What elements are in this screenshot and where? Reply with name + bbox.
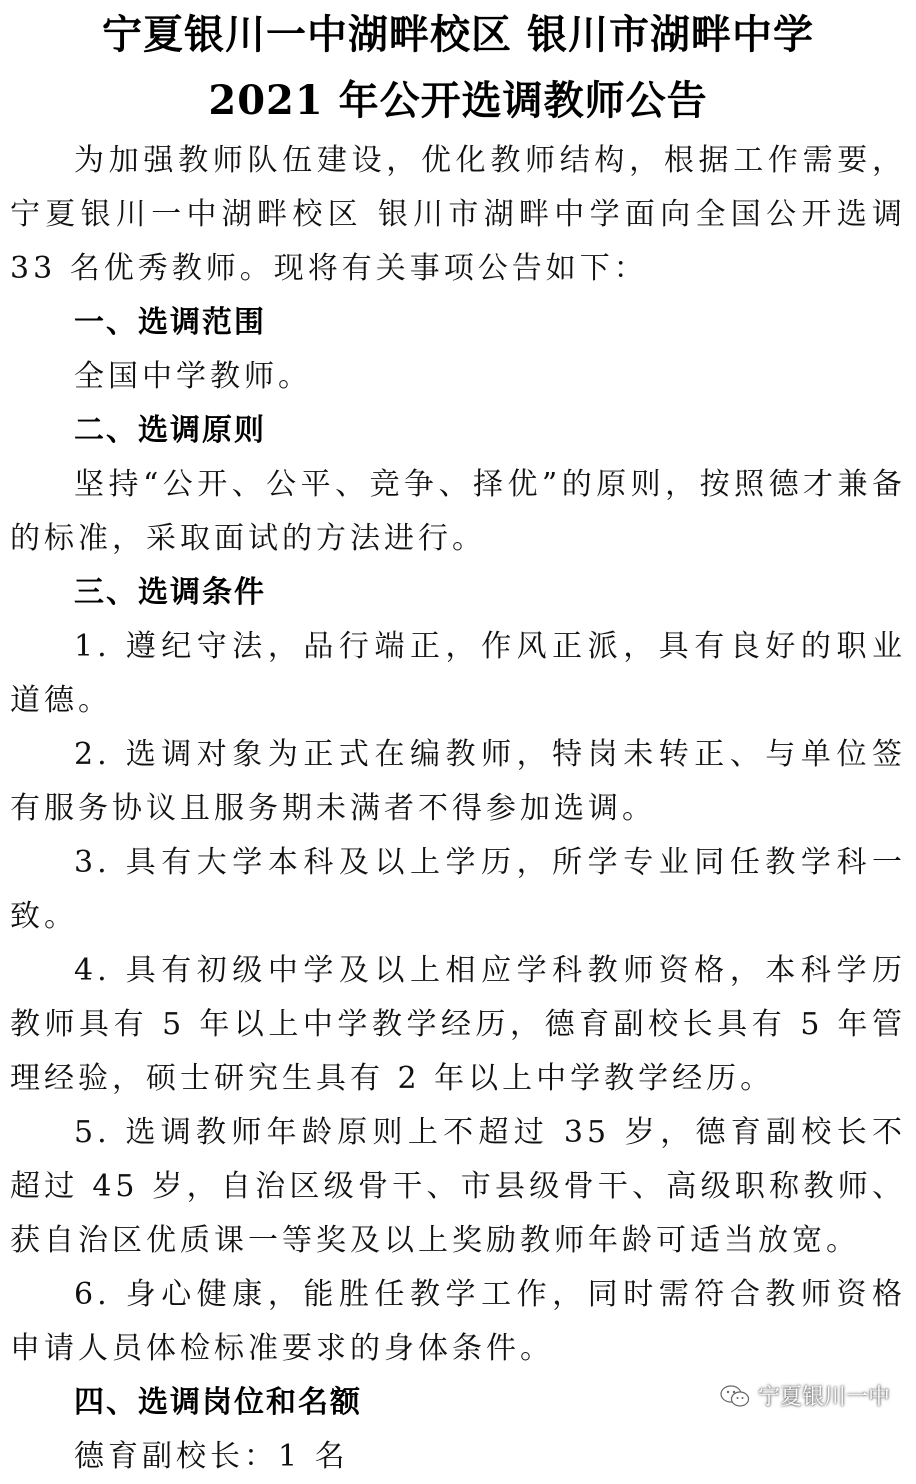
section-1-heading: 一、选调范围 xyxy=(74,305,266,340)
condition-item-6: 6. 身心健康，能胜任教学工作，同时需符合教师资格申请人员体检标准要求的身体条件。 xyxy=(10,1277,906,1366)
watermark-label: 宁夏银川一中 xyxy=(757,1385,890,1410)
position-item-1: 德育副校长：1 名 xyxy=(74,1439,349,1474)
condition-item-4: 4. 具有初级中学及以上相应学科教师资格，本科学历教师具有 5 年以上中学教学经历，德育副校长具有 5 年管理经验，硕士研究生具有 2 年以上中学教学经历。 xyxy=(10,953,906,1096)
section-2-text: 坚持“公开、公平、竞争、择优”的原则，按照德才兼备的标准，采取面试的方法进行。 xyxy=(10,467,906,556)
condition-item-1: 1. 遵纪守法，品行端正，作风正派，具有良好的职业道德。 xyxy=(10,629,906,718)
condition-item-3: 3. 具有大学本科及以上学历，所学专业同任教学科一致。 xyxy=(10,845,906,934)
section-3-heading: 三、选调条件 xyxy=(74,575,266,610)
wechat-icon xyxy=(720,1384,750,1408)
section-2-heading: 二、选调原则 xyxy=(74,413,266,448)
section-1-text: 全国中学教师。 xyxy=(74,359,312,394)
condition-item-5: 5. 选调教师年龄原则上不超过 35 岁，德育副校长不超过 45 岁，自治区级骨干、市县级骨干、高级职称教师、获自治区优质课一等奖及以上奖励教师年龄可适当放宽。 xyxy=(10,1115,906,1258)
title-line-1: 宁夏银川一中湖畔校区 银川市湖畔中学 xyxy=(102,11,814,58)
condition-item-2: 2. 选调对象为正式在编教师，特岗未转正、与单位签有服务协议且服务期未满者不得参加选调。 xyxy=(10,737,906,826)
title-line-2: 2021 年公开选调教师公告 xyxy=(208,77,708,124)
document-title xyxy=(10,2,906,134)
section-4-heading: 四、选调岗位和名额 xyxy=(74,1385,362,1420)
wechat-watermark xyxy=(720,1380,890,1411)
intro-paragraph: 为加强教师队伍建设，优化教师结构，根据工作需要，宁夏银川一中湖畔校区 银川市湖畔中学面向全国公开选调 33 名优秀教师。现将有关事项公告如下： xyxy=(10,143,906,286)
